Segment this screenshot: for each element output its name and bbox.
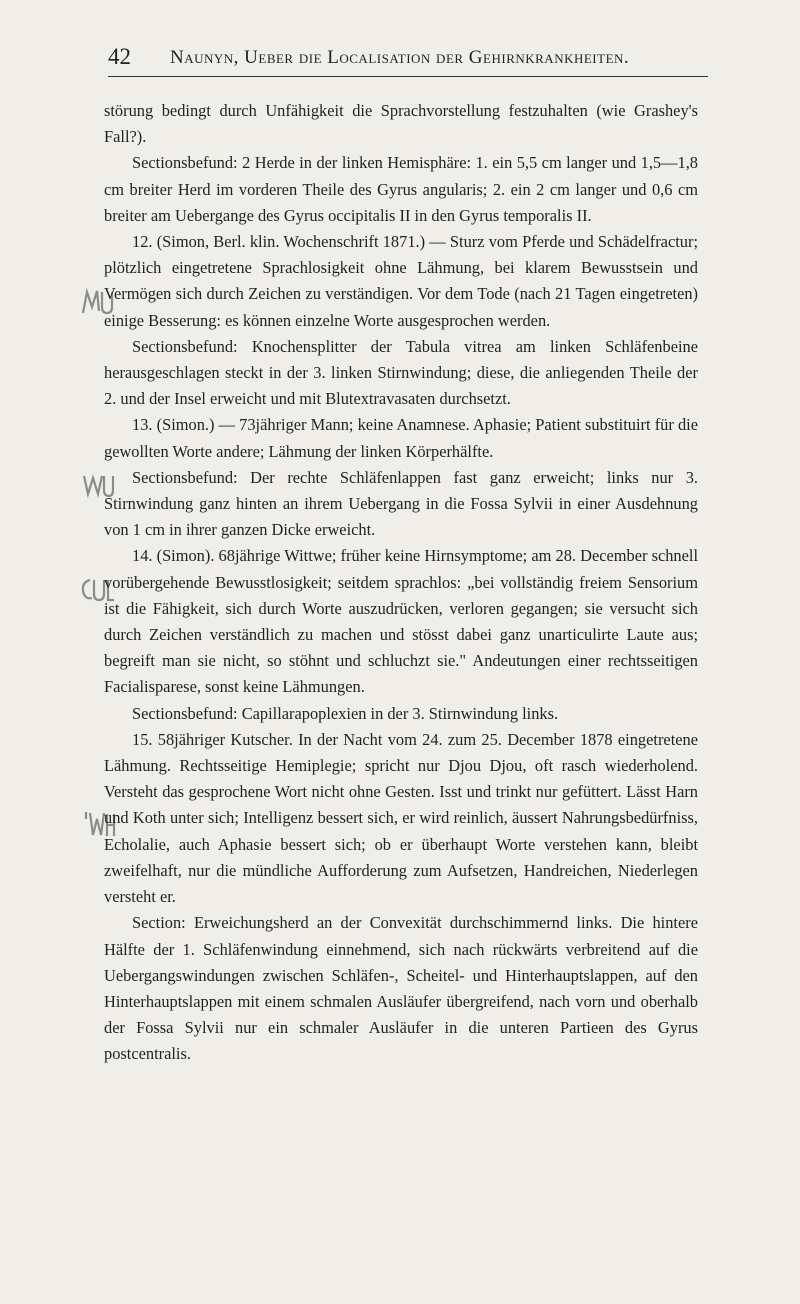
paragraph-case-14: 14. (Simon). 68jährige Wittwe; früher keine Hirnsymptome; am 28. December schnell vorübergehende Bewusstlosigkeit; seitdem sprachlos: „bei vollständig freiem Sensorium ist die Fähigkeit, sich durch Worte auszudrücken, verloren gegangen; sie versucht sich durch Zeichen verständlich zu machen und stösst dabei ganz unarticulirte Laute aus; begreift man sie nicht, so stöhnt und schluchzt sie." Andeutungen einer rechtsseitigen Facialisparese, sonst keine Lähmungen.: [104, 546, 698, 697]
paragraph-section-finding: Section: Erweichungsherd an der Convexität durchschimmernd links. Die hintere Hälfte der 1. Schläfenwindung einnehmend, sich nach rückwärts verbreitend auf die Uebergangswindungen zwischen Schläfen-, Scheitel- und Hinterhauptslappen, auf den Hinterhauptslappen mit einem schmalen Ausläufer übergreifend, nach vorn und oberhalb der Fossa Sylvii nur ein schmaler Ausläufer in die unteren Partieen des Gyrus postcentralis.: [104, 913, 698, 1064]
page-header: [108, 40, 708, 77]
paragraph-section-finding: Sectionsbefund: Der rechte Schläfenlappen fast ganz erweicht; links nur 3. Stirnwindung ganz hinten an ihrem Uebergang in die Fossa Sylvii in einer Ausdehnung von 1 cm in ihrer ganzen Dicke erweicht.: [104, 467, 698, 540]
paragraph-case-13: 13. (Simon.) — 73jähriger Mann; keine Anamnese. Aphasie; Patient substituirt für die gewollten Worte andere; Lähmung der linken Körperhälfte.: [104, 415, 698, 461]
body-text: [104, 98, 698, 1068]
paragraph-section-finding: Sectionsbefund: Capillarapoplexien in der 3. Stirnwindung links.: [132, 703, 559, 723]
paragraph-continuation: störung bedingt durch Unfähigkeit die Sprachvorstellung festzuhalten (wie Grashey's Fall?).: [104, 101, 698, 147]
paragraph-section-finding: Sectionsbefund: Knochensplitter der Tabula vitrea am linken Schläfenbeine herausgeschlagen steckt in der 3. linken Stirnwindung; diese, die anliegenden Theile der 2. und der Insel erweicht und mit Blutextravasaten durchsetzt.: [104, 336, 698, 409]
page-number: 42: [108, 44, 131, 69]
paragraph-case-15: 15. 58jähriger Kutscher. In der Nacht vom 24. zum 25. December 1878 eingetretene Lähmung. Rechtsseitige Hemiplegie; spricht nur Djou Djou, oft rasch wiederholend. Versteht das gesprochene Wort nicht ohne Gesten. Isst und trinkt nur gefüttert. Lässt Harn und Koth unter sich; Intelligenz bessert sich, er wird reinlich, äussert Nahrungsbedürfniss, Echolalie, auch Aphasie bessert sich; ob er überhaupt Worte verstehen kann, bleibt zweifelhaft, nur die mündliche Aufforderung zum Aufsetzen, Handreichen, Niederlegen versteht er.: [104, 729, 698, 907]
paragraph-section-finding: Sectionsbefund: 2 Herde in der linken Hemisphäre: 1. ein 5,5 cm langer und 1,5—1,8 cm breiter Herd im vorderen Theile des Gyrus angularis; 2. ein 2 cm langer und 0,6 cm breiter am Uebergange des Gyrus occipitalis II in den Gyrus temporalis II.: [104, 153, 698, 225]
paragraph-case-12: 12. (Simon, Berl. klin. Wochenschrift 1871.) — Sturz vom Pferde und Schädelfractur; plötzlich eingetretene Sprachlosigkeit ohne Lähmung, bei klarem Bewusstsein und Vermögen sich durch Zeichen zu verständigen. Vor dem Tode (nach 21 Tagen eingetreten) einige Besserung: es können einzelne Worte ausgesprochen werden.: [104, 232, 698, 330]
running-head: Naunyn, Ueber die Localisation der Gehirnkrankheiten.: [170, 47, 630, 68]
